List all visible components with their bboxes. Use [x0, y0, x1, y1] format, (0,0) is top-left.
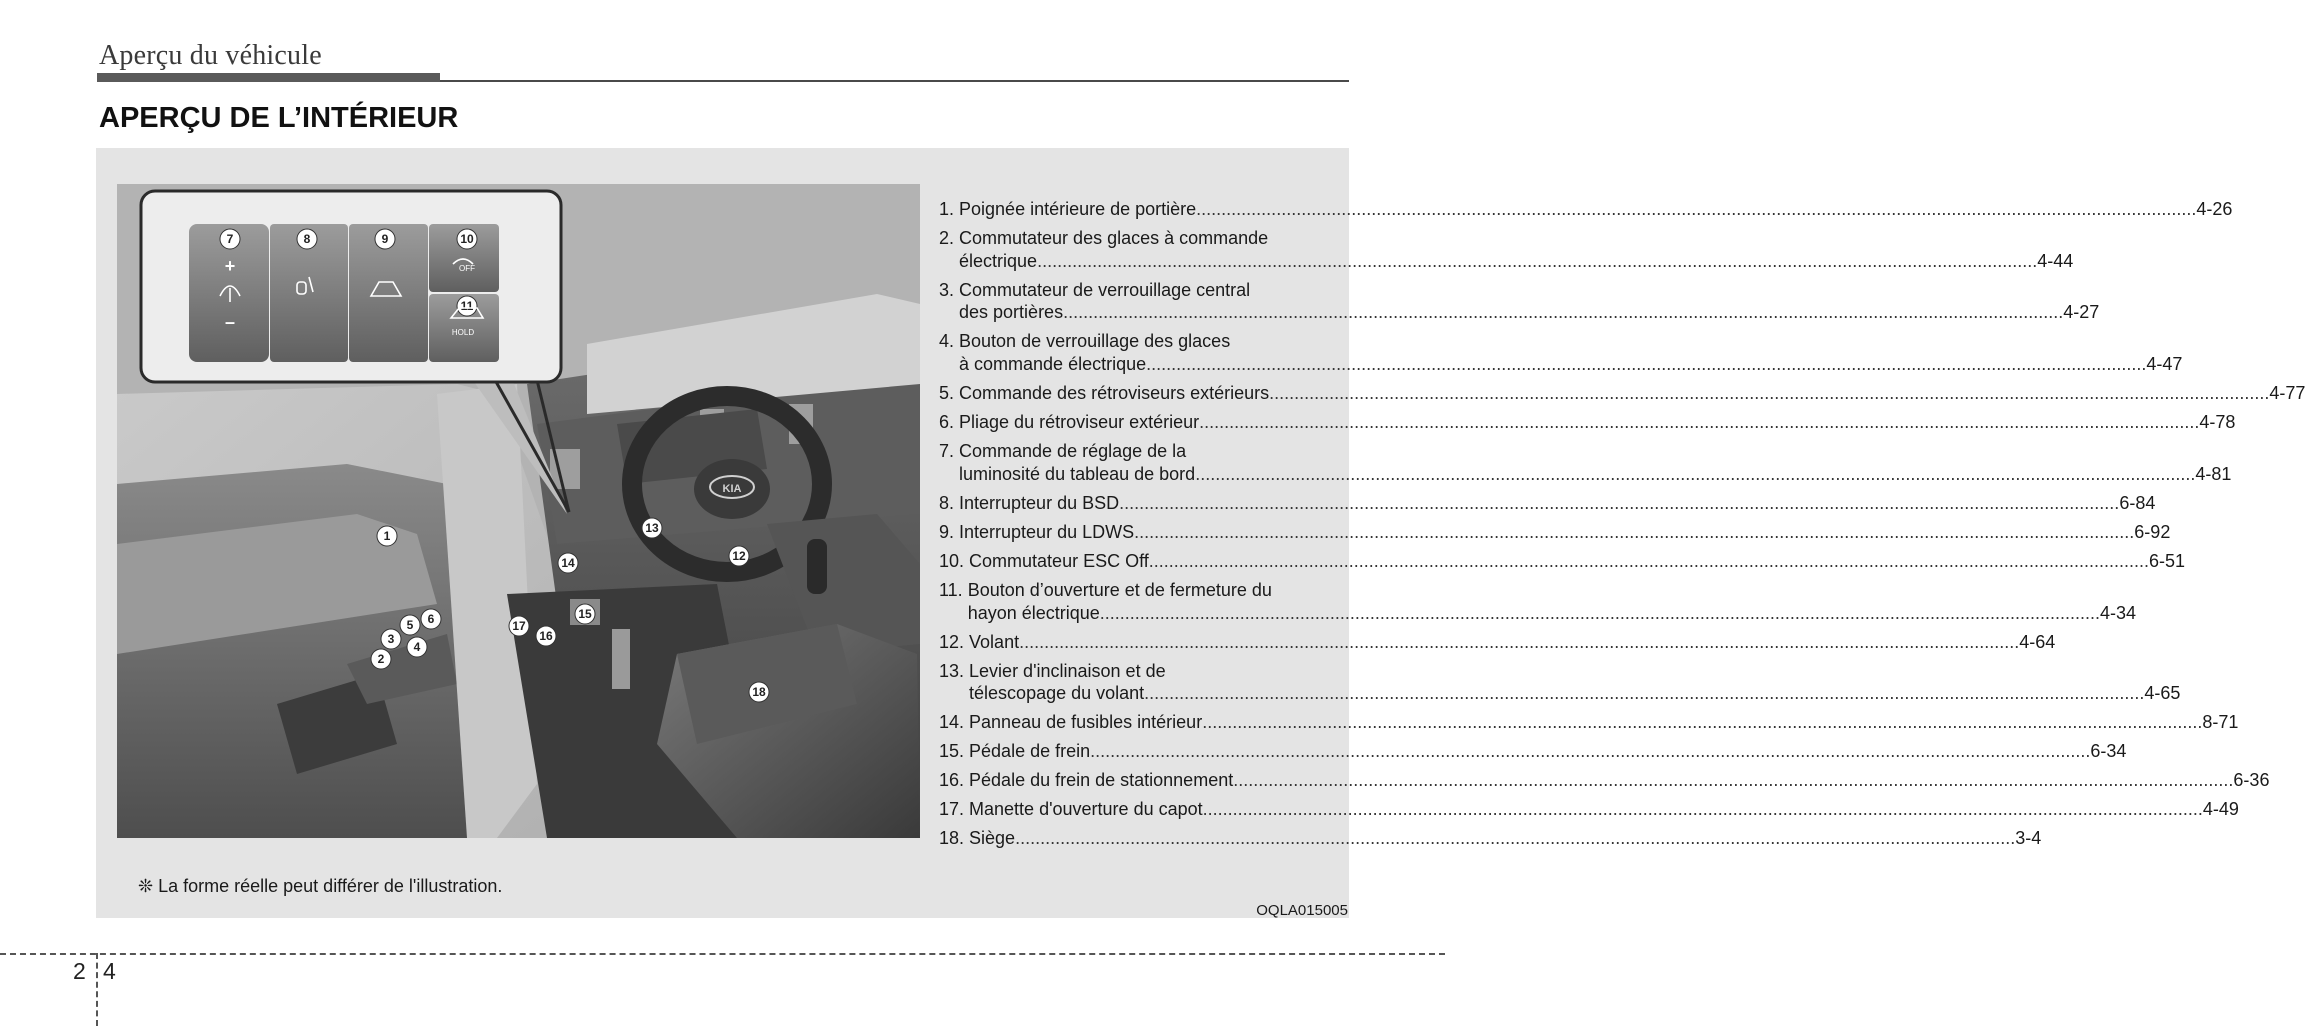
callout-8: 8: [303, 232, 311, 246]
leader-dots: ........................................................................................................................................................................................................: [1119, 492, 2120, 513]
legend-item: [939, 740, 2127, 763]
callout-17: 17: [512, 619, 526, 633]
callout-1: 1: [383, 529, 391, 543]
legend-item-page: 4-47: [2146, 354, 2183, 375]
legend-item: [939, 411, 2236, 434]
leader-dots: ........................................................................................................................................................................................................: [1202, 712, 2203, 733]
legend-item-number: 8.: [939, 492, 960, 513]
callout-2: 2: [377, 652, 385, 666]
leader-dots: ........................................................................................................................................................................................................: [1099, 602, 2100, 623]
legend-item-text: des portières: [959, 302, 1064, 323]
interior-illustration: [117, 184, 920, 838]
legend-item-text: Bouton d’ouverture et de fermeture du: [967, 579, 1272, 600]
legend-item-number: 10.: [939, 550, 970, 571]
callout-9: 9: [381, 232, 389, 246]
legend-item-number: 4.: [939, 331, 960, 352]
legend-item-number: 6.: [939, 412, 960, 433]
legend-item-page: 4-34: [2099, 602, 2137, 623]
legend-item: [939, 492, 2156, 515]
callout-16: 16: [539, 629, 553, 643]
legend-item-page: 6-92: [2134, 521, 2171, 542]
legend-item: [939, 330, 2183, 375]
callout-18: 18: [752, 685, 766, 699]
brand-logo-text: KIA: [722, 483, 742, 495]
legend-item: [939, 279, 2100, 324]
legend-item-page: 4-27: [2063, 302, 2100, 323]
legend-list: [939, 198, 2305, 856]
legend-item-page: 4-81: [2195, 463, 2232, 484]
leader-dots: ........................................................................................................................................................................................................: [1019, 631, 2020, 652]
legend-item-text: Panneau de fusibles intérieur: [969, 712, 1203, 733]
legend-item-page: 4-26: [2196, 199, 2233, 219]
callout-5: 5: [406, 618, 414, 632]
legend-item-page: 4-64: [2019, 631, 2056, 652]
legend-item-text: Levier d'inclinaison et de: [969, 660, 1166, 681]
legend-item-number: 9.: [939, 521, 960, 542]
legend-item-text: Interrupteur du BSD: [959, 492, 1120, 513]
legend-item: [939, 660, 2181, 705]
legend-item-text: Commutateur ESC Off: [969, 550, 1149, 571]
callout-6: 6: [427, 612, 435, 626]
leader-dots: ........................................................................................................................................................................................................: [1195, 463, 2196, 484]
page-heading: APERÇU DE L’INTÉRIEUR: [99, 102, 459, 134]
footer-dashed-rule: [0, 953, 1445, 955]
legend-item-page: 4-44: [2037, 250, 2074, 271]
callout-13: 13: [645, 521, 659, 535]
legend-item-page: 4-49: [2202, 799, 2239, 820]
legend-item-text: Pédale du frein de stationnement: [969, 770, 1234, 791]
leader-dots: ........................................................................................................................................................................................................: [1269, 383, 2270, 404]
illustration-note: ❊ La forme réelle peut différer de l'illustration.: [138, 876, 503, 896]
legend-item-number: 14.: [939, 712, 970, 733]
callout-12: 12: [732, 549, 746, 563]
legend-item-page: 8-71: [2202, 712, 2239, 733]
legend-item-text: Manette d'ouverture du capot: [969, 799, 1203, 820]
callout-11: 11: [460, 299, 474, 313]
legend-item-number: 18.: [939, 828, 970, 849]
legend-item-page: 4-77: [2269, 383, 2305, 404]
dimmer-minus-label: –: [224, 312, 236, 332]
legend-item-text: Poignée intérieure de portière: [959, 199, 1197, 219]
legend-item-number: 5.: [939, 383, 960, 404]
legend-item-page: 4-78: [2199, 412, 2236, 433]
legend-item: [939, 631, 2056, 654]
callout-10: 10: [460, 232, 474, 246]
legend-item: [939, 382, 2305, 405]
leader-dots: ........................................................................................................................................................................................................: [1233, 770, 2234, 791]
leader-dots: ........................................................................................................................................................................................................: [1090, 741, 2091, 762]
legend-item: [939, 769, 2270, 792]
legend-item-text: Bouton de verrouillage des glaces: [959, 331, 1231, 352]
callout-15: 15: [578, 607, 592, 621]
legend-item-text: électrique: [959, 250, 1038, 271]
legend-item-number: 16.: [939, 770, 970, 791]
legend-item-text: Pédale de frein: [969, 741, 1091, 762]
legend-item-text: Volant: [969, 631, 1020, 652]
callout-3: 3: [387, 632, 395, 646]
legend-item: [939, 227, 2074, 272]
legend-item-number: 13.: [939, 660, 970, 681]
legend-item-text: Pliage du rétroviseur extérieur: [959, 412, 1200, 433]
legend-item-page: 3-4: [2015, 828, 2042, 849]
legend-item: [939, 521, 2171, 544]
legend-item: [939, 440, 2232, 485]
legend-item: [939, 827, 2042, 850]
callout-4: 4: [413, 640, 421, 654]
legend-item-number: 1.: [939, 199, 960, 219]
leader-dots: ........................................................................................................................................................................................................: [1134, 521, 2135, 542]
legend-item-text: télescopage du volant: [969, 683, 1145, 704]
legend-item: [939, 711, 2239, 734]
esc-off-label: OFF: [459, 264, 475, 273]
legend-item-page: 6-36: [2233, 770, 2270, 791]
header-rule-thick: [97, 73, 440, 82]
leader-dots: ........................................................................................................................................................................................................: [1037, 250, 2038, 271]
legend-item-page: 6-84: [2119, 492, 2156, 513]
leader-dots: ........................................................................................................................................................................................................: [1196, 199, 2197, 219]
legend-item: [939, 798, 2239, 821]
callout-7: 7: [226, 232, 234, 246]
leader-dots: ........................................................................................................................................................................................................: [1015, 828, 2016, 849]
legend-item-number: 17.: [939, 799, 970, 820]
legend-item-number: 2.: [939, 228, 960, 248]
leader-dots: ........................................................................................................................................................................................................: [1146, 354, 2147, 375]
legend-item: [939, 550, 2185, 573]
legend-item-text: Commutateur des glaces à commande: [959, 228, 1269, 248]
legend-item-text: Interrupteur du LDWS: [959, 521, 1135, 542]
legend-item-page: 4-65: [2144, 683, 2181, 704]
leader-dots: ........................................................................................................................................................................................................: [1063, 302, 2064, 323]
image-code: OQLA015005: [1256, 902, 1348, 919]
hold-label: HOLD: [451, 328, 475, 337]
legend-item-number: 11.: [939, 579, 968, 600]
legend-item-number: 3.: [939, 279, 960, 300]
dimmer-plus-label: +: [224, 256, 236, 276]
legend-item-text: Commande de réglage de la: [959, 441, 1187, 462]
legend-item-number: 7.: [939, 441, 960, 462]
header-rule-thin: [440, 80, 1349, 82]
callout-14: 14: [561, 556, 575, 570]
legend-item-text: Commutateur de verrouillage central: [959, 279, 1251, 300]
legend-item-text: luminosité du tableau de bord: [959, 463, 1196, 484]
page-number: 4: [103, 958, 116, 984]
leader-dots: ........................................................................................................................................................................................................: [1144, 683, 2145, 704]
legend-item-text: Commande des rétroviseurs extérieurs: [959, 383, 1270, 404]
legend-item-text: à commande électrique: [959, 354, 1147, 375]
legend-item-text: hayon électrique: [967, 602, 1100, 623]
leader-dots: ........................................................................................................................................................................................................: [1199, 412, 2200, 433]
legend-item-text: Siège: [969, 828, 1016, 849]
legend-item-number: 12.: [939, 631, 970, 652]
section-title: Aperçu du véhicule: [99, 40, 322, 71]
footer-dashed-divider: [96, 953, 98, 1026]
legend-item-page: 6-34: [2090, 741, 2127, 762]
legend-item-number: 15.: [939, 741, 970, 762]
leader-dots: ........................................................................................................................................................................................................: [1202, 799, 2203, 820]
legend-item: [939, 198, 2233, 221]
chapter-number: 2: [73, 958, 86, 984]
leader-dots: ........................................................................................................................................................................................................: [1148, 550, 2149, 571]
legend-item-page: 6-51: [2148, 550, 2185, 571]
legend-item: [939, 579, 2137, 624]
